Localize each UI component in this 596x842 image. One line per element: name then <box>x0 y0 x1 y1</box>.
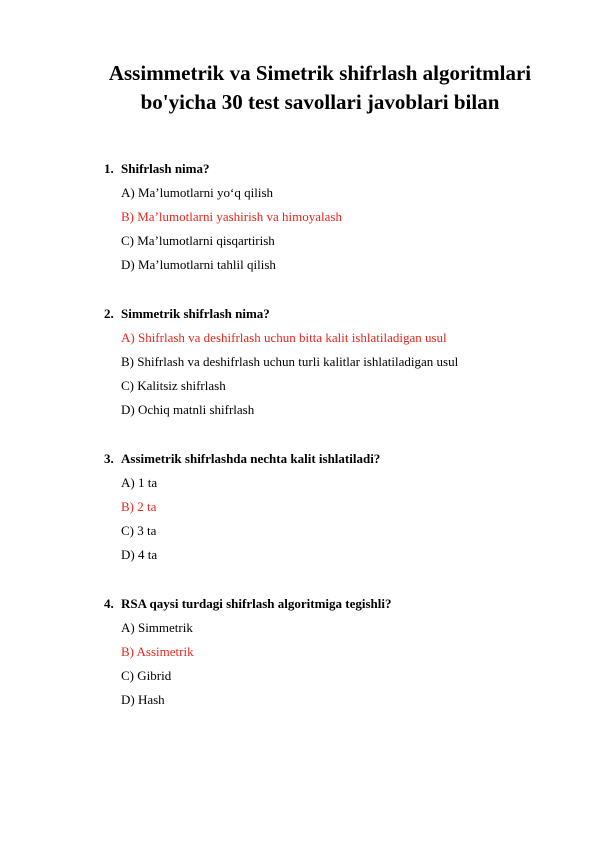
document-title <box>80 59 560 117</box>
question-number: 4. <box>104 596 114 611</box>
option-c: C) Ma’lumotlarni qisqartirish <box>121 233 275 248</box>
question-label: Assimetrik shifrlashda nechta kalit ishlatiladi? <box>121 451 381 466</box>
title-line-1: Assimmetrik va Simetrik shifrlash algoritmlari <box>108 61 532 85</box>
option-a-correct: A) Shifrlash va deshifrlash uchun bitta kalit ishlatiladigan usul <box>121 330 447 345</box>
question-number: 1. <box>104 161 114 176</box>
option-b: B) Shifrlash va deshifrlash uchun turli kalitlar ishlatiladigan usul <box>121 354 459 369</box>
option-d: D) Ochiq matnli shifrlash <box>121 402 255 417</box>
question-number: 2. <box>104 306 114 321</box>
question-text <box>104 451 380 467</box>
question-number: 3. <box>104 451 114 466</box>
question-label: RSA qaysi turdagi shifrlash algoritmiga tegishli? <box>121 596 392 611</box>
question-text <box>104 306 270 322</box>
title-line-2: bo'yicha 30 test savollari javoblari bilan <box>140 90 500 114</box>
option-b-correct: B) Ma’lumotlarni yashirish va himoyalash <box>121 209 342 224</box>
option-d: D) Ma’lumotlarni tahlil qilish <box>121 257 276 272</box>
question-text <box>104 161 210 177</box>
question-label: Simmetrik shifrlash nima? <box>121 306 270 321</box>
option-b-correct: B) Assimetrik <box>121 644 194 659</box>
option-c: C) Gibrid <box>121 668 172 683</box>
option-c: C) Kalitsiz shifrlash <box>121 378 226 393</box>
option-c: C) 3 ta <box>121 523 157 538</box>
option-a: A) 1 ta <box>121 475 158 490</box>
option-a: A) Ma’lumotlarni yo‘q qilish <box>121 185 274 200</box>
option-a: A) Simmetrik <box>121 620 193 635</box>
option-b-correct: B) 2 ta <box>121 499 157 514</box>
option-d: D) Hash <box>121 692 165 707</box>
question-label: Shifrlash nima? <box>121 161 210 176</box>
option-d: D) 4 ta <box>121 547 158 562</box>
question-text <box>104 596 392 612</box>
